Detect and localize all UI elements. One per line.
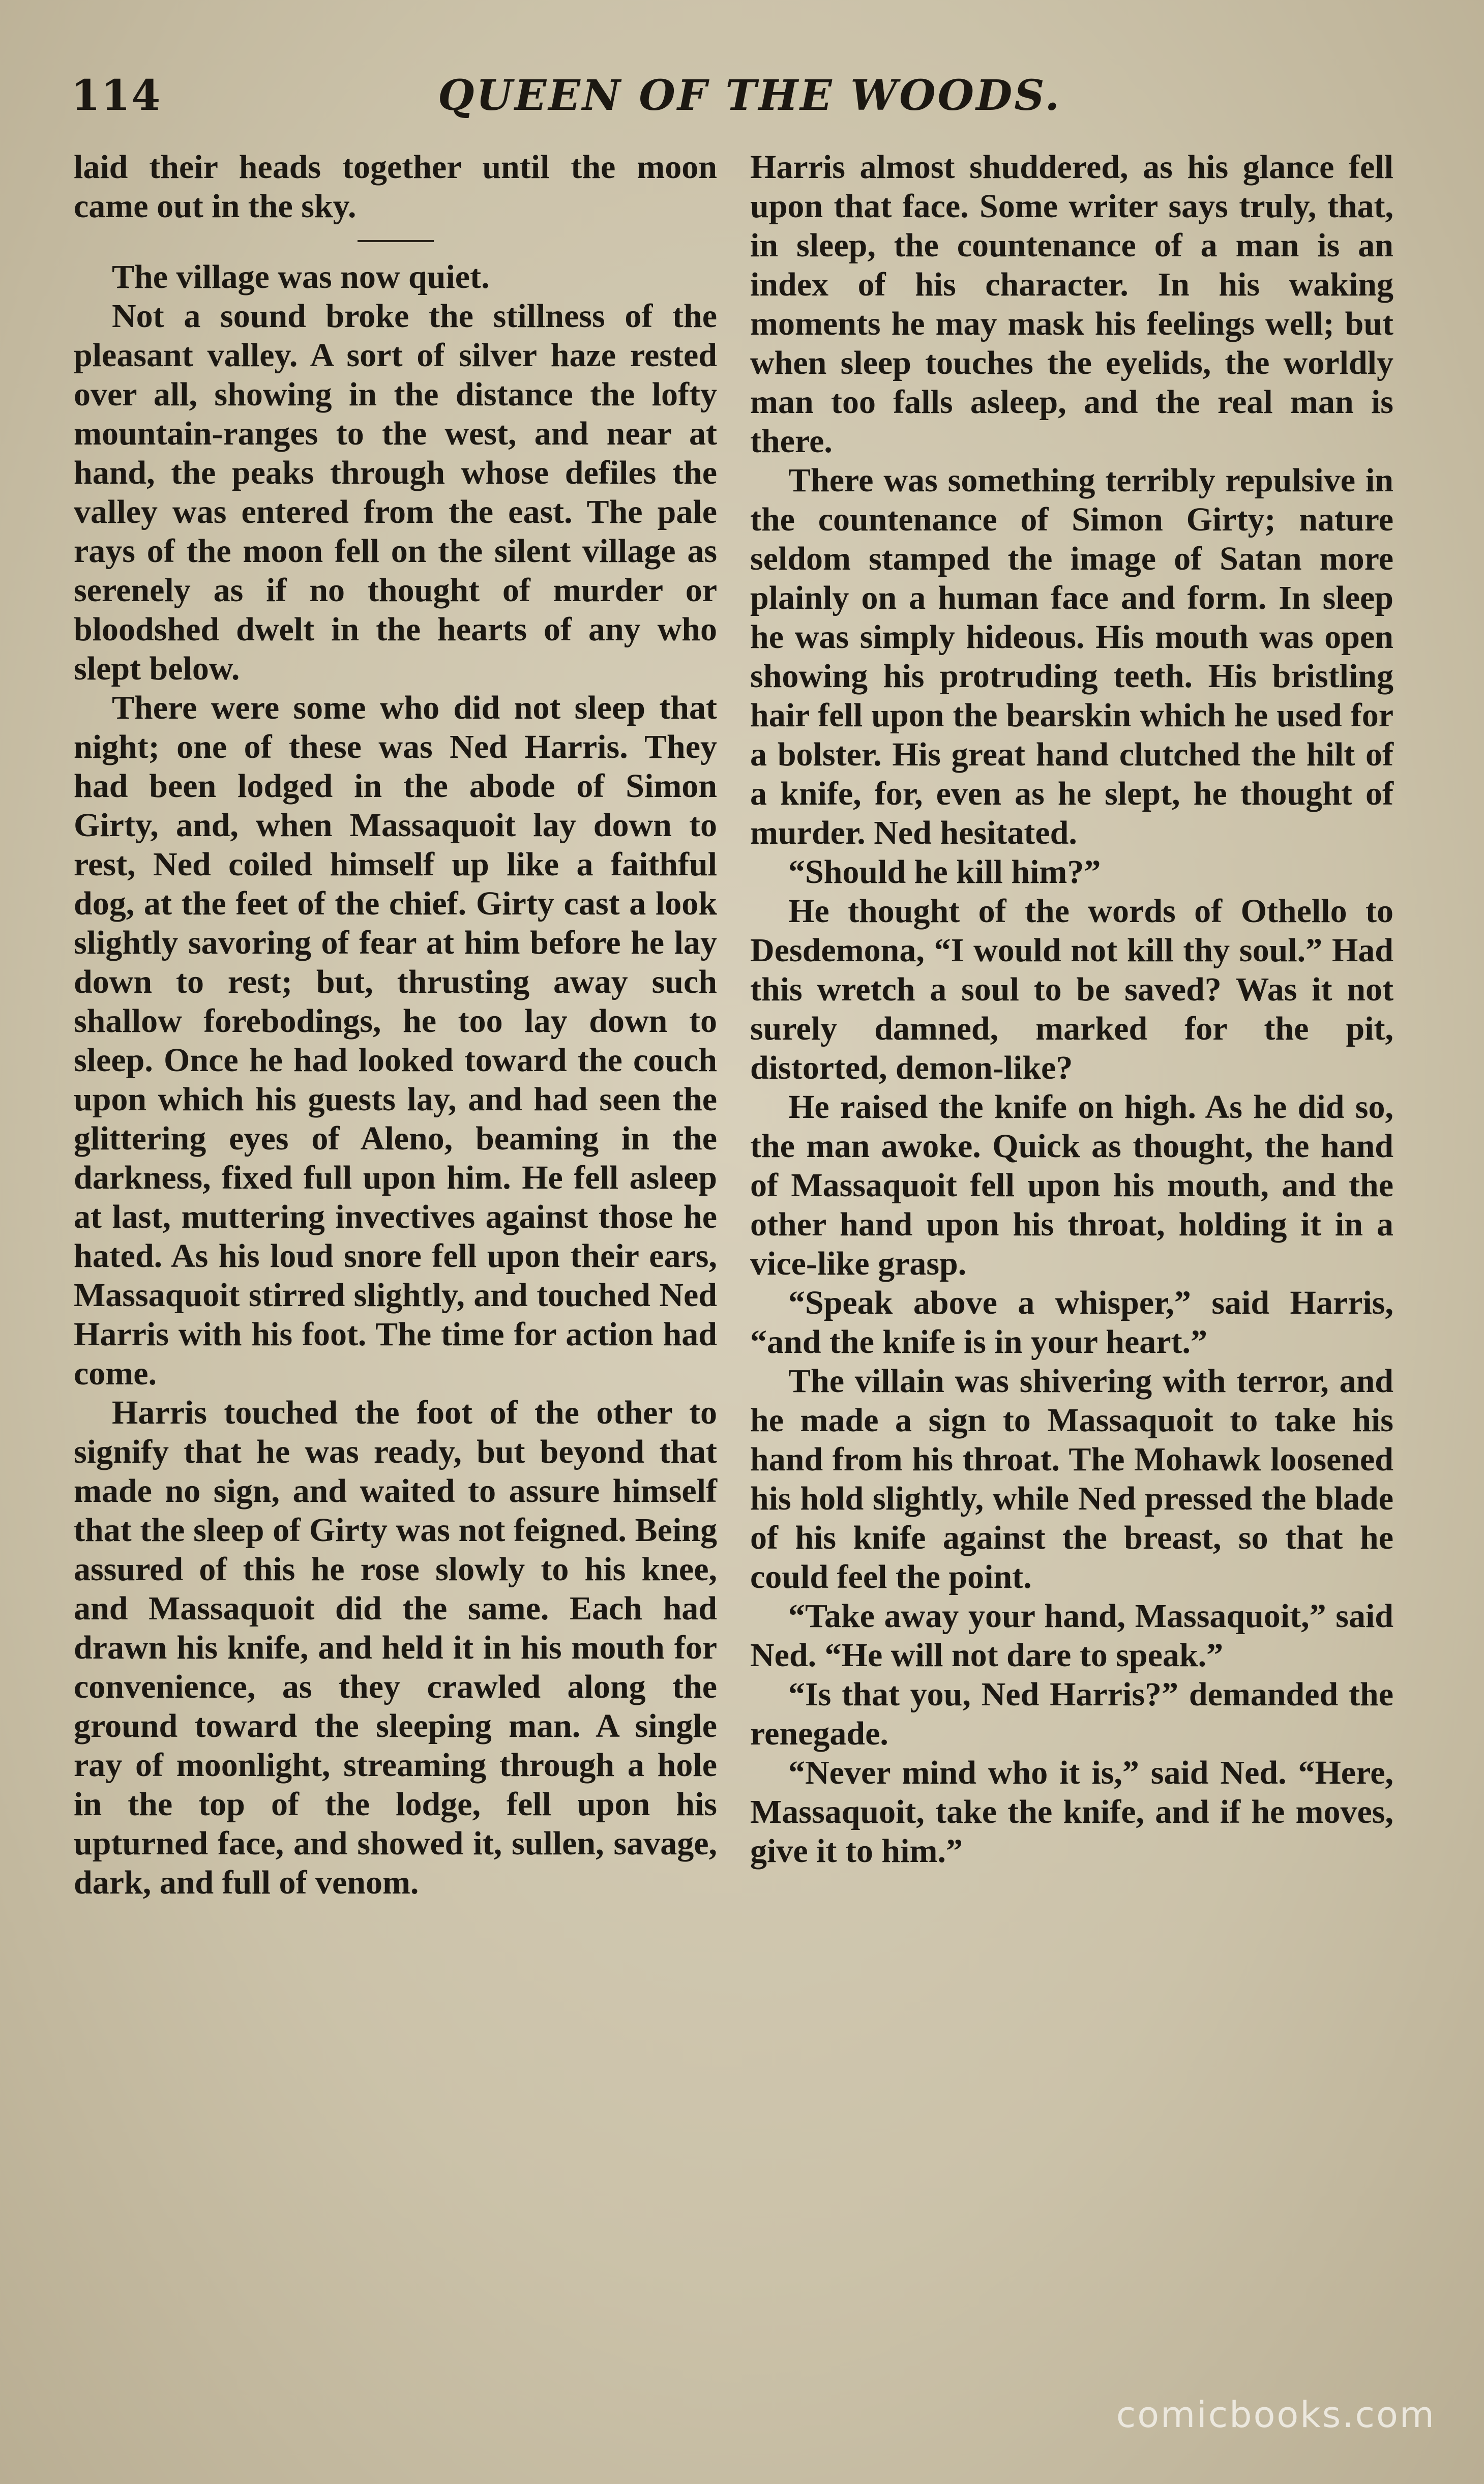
paragraph: He raised the knife on high. As he did so, the man awoke. Quick as thought, the hand of Massaquoit fell upon his mouth, and the other hand upon his throat, holding it in a vice-like grasp. [750, 1088, 1393, 1282]
paragraph: “Take away your hand, Massaquoit,” said Ned. “He will not dare to speak.” [750, 1598, 1393, 1674]
page-number: 114 [71, 71, 162, 120]
paragraph: Harris touched the foot of the other to signify that he was ready, but beyond that made no sign, and waited to assure himself that the sleep of Girty was not feigned. Being assured of this he rose slowly to his knee, and Massaquoit did the same. Each had drawn his knife, and held it in his mouth for convenience, as they crawled along the ground toward the sleeping man. A single ray of moonlight, streaming through a hole in the top of the lodge, fell upon his upturned face, and showed it, sullen, savage, dark, and full of venom. [74, 1394, 717, 1901]
paragraph: The villain was shivering with terror, and he made a sign to Massaquoit to take his hand from his throat. The Mohawk loosened his hold slightly, while Ned pressed the blade of his knife against the breast, so that he could feel the point. [750, 1363, 1393, 1595]
paragraph: “Is that you, Ned Harris?” demanded the renegade. [750, 1676, 1393, 1752]
paragraph: “Should he kill him?” [788, 853, 1101, 891]
paragraph: There were some who did not sleep that night; one of these was Ned Harris. They had been lodged in the abode of Simon Girty, and, when Massaquoit lay down to rest, Ned coiled himself up like a faithful dog, at the feet of the chief. Girty cast a look slightly savoring of fear at him before he lay down to rest; but, thrusting away such shallow forebodings, he too lay down to sleep. Once he had looked toward the couch upon which his guests lay, and had seen the glittering eyes of Aleno, beaming in the darkness, fixed full upon him. He fell asleep at last, muttering invectives against those he hated. As his loud snore fell upon their ears, Massaquoit stirred slightly, and touched Ned Harris with his foot. The time for action had come. [74, 689, 717, 1392]
paragraph: laid their heads together until the moon came out in the sky. [74, 149, 717, 225]
running-title: QUEEN OF THE WOODS. [437, 71, 1062, 120]
right-column [750, 147, 1393, 1871]
section-divider [358, 240, 434, 242]
paragraph: The village was now quiet. [112, 258, 490, 295]
watermark: comicbooks.com [1116, 2394, 1436, 2436]
page-header [71, 71, 1428, 132]
paragraph: “Never mind who it is,” said Ned. “Here, Massaquoit, take the knife, and if he moves, give it to him.” [750, 1754, 1393, 1870]
paragraph: He thought of the words of Othello to Desdemona, “I would not kill thy soul.” Had this wretch a soul to be saved? Was it not surely damned, marked for the pit, distorted, demon-like? [750, 893, 1393, 1086]
left-column [74, 147, 717, 1902]
paragraph: Not a sound broke the stillness of the pleasant valley. A sort of silver haze rested over all, showing in the distance the lofty mountain-ranges to the west, and near at hand, the peaks through whose defiles the valley was entered from the east. The pale rays of the moon fell on the silent village as serenely as if no thought of murder or bloodshed dwelt in the hearts of any who slept below. [74, 298, 717, 687]
paragraph: “Speak above a whisper,” said Harris, “and the knife is in your heart.” [750, 1284, 1393, 1361]
paragraph: Harris almost shuddered, as his glance fell upon that face. Some writer says truly, that, in sleep, the countenance of a man is an index of his character. In his waking moments he may mask his feelings well; but when sleep touches the eyelids, the worldly man too falls asleep, and the real man is there. [750, 149, 1393, 460]
paragraph: There was something terribly repulsive in the countenance of Simon Girty; nature seldom stamped the image of Satan more plainly on a human face and form. In sleep he was simply hideous. His mouth was open showing his protruding teeth. His bristling hair fell upon the bearskin which he used for a bolster. His great hand clutched the hilt of a knife, for, even as he slept, he thought of murder. Ned hesitated. [750, 462, 1393, 851]
